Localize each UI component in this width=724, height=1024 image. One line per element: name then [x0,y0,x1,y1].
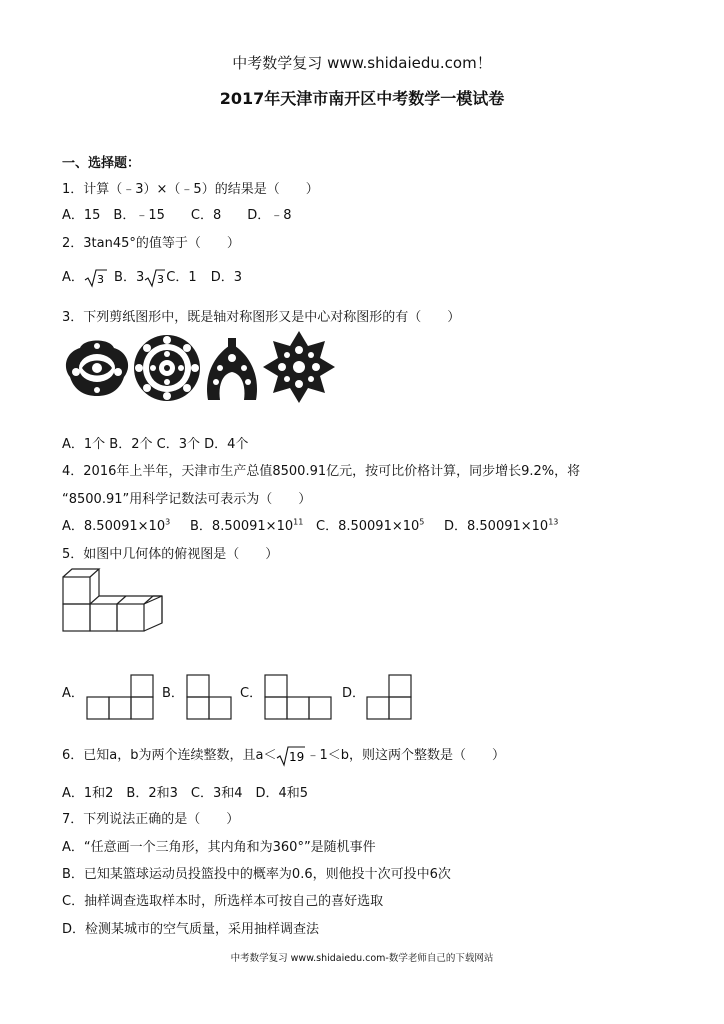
papercut-figure-3 [204,338,260,404]
page-title: 2017年天津市南开区中考数学一模试卷 [219,89,505,108]
q5-option-c: C． [240,686,263,701]
q4-stem-line2: “8500.91”用科学记数法可表示为（ ） [62,492,312,507]
q3-stem: 3．下列剪纸图形中，既是轴对称图形又是中心对称图形的有（ ） [62,310,461,325]
papercut-figure-4 [262,330,336,404]
q3-options: A．1个 B．2个 C．3个 D．4个 [62,437,249,452]
q6-options: A．1和2 B．2和3 C．3和4 D．4和5 [62,786,309,801]
q6-stem-part-b: ﹣1＜b，则这两个整数是（ ） [306,748,505,763]
q4-option-b: B．$8.50091\times 10^{11}$ [190,517,304,534]
q5-stem: 5．如图中几何体的俯视图是（ ） [62,547,279,562]
q5-option-d: D． [342,686,366,701]
page-footer: 中考数学复习 www.shidaiedu.com-数学老师自己的下载网站 [230,953,494,964]
q5-option-a-figure [86,674,154,720]
q7-option-d: D．检测某城市的空气质量，采用抽样调查法 [62,922,320,937]
q4-option-d: D．$8.50091\times 10^{13}$ [444,517,559,534]
q4-stem-line1: 4．2016年上半年，天津市生产总值8500.91亿元，按可比价格计算，同步增长9.2%，将 [62,464,581,479]
q2-option-b: B．3 [114,270,145,285]
q2-options [62,266,242,288]
q1-stem: 1．计算（﹣3）×（﹣5）的结果是（ ） [62,182,319,197]
sqrt-symbol [144,268,166,288]
sqrt-symbol [84,268,108,288]
q5-option-c-figure [264,674,332,720]
page-header: 中考数学复习 www.shidaiedu.com！ [232,54,492,72]
papercut-figure-2 [132,332,202,404]
q7-stem: 7．下列说法正确的是（ ） [62,812,240,827]
q7-option-c: C．抽样调查选取样本时，所选样本可按自己的喜好选取 [62,894,384,909]
q5-option-d-figure [366,674,412,720]
q4-option-c: C．$8.50091\times 10^5$ [316,517,425,534]
q2-stem: 2．3tan45°的值等于（ ） [62,236,240,251]
q6-radicand: 19 [289,749,305,764]
section-heading: 一、选择题： [62,156,141,171]
q7-option-b: B．已知某篮球运动员投篮投中的概率为0.6，则他投十次可投中6次 [62,867,451,882]
q6-stem [62,744,505,767]
sqrt-symbol [276,745,306,767]
q2-radicand-a: 3 [96,272,104,286]
q2-radicand-b: 3 [157,272,165,286]
q1-options: A．15 B．﹣15 C．8 D．﹣8 [62,208,292,223]
q5-solid-figure [62,568,166,634]
q2-option-d: D．3 [210,270,243,285]
q7-option-a: A．“任意画一个三角形，其内角和为360°”是随机事件 [62,840,376,855]
q4-option-a: A．$8.50091\times 10^3$ [62,517,171,534]
q5-option-b-figure [186,674,232,720]
papercut-figure-1 [62,332,132,402]
q5-option-b: B． [162,686,184,701]
q6-stem-part-a: 6．已知a，b为两个连续整数，且a＜ [62,748,277,763]
q2-option-c: C．1 [166,270,197,285]
q2-option-a: A． [62,270,84,285]
q5-option-a: A． [62,686,84,701]
